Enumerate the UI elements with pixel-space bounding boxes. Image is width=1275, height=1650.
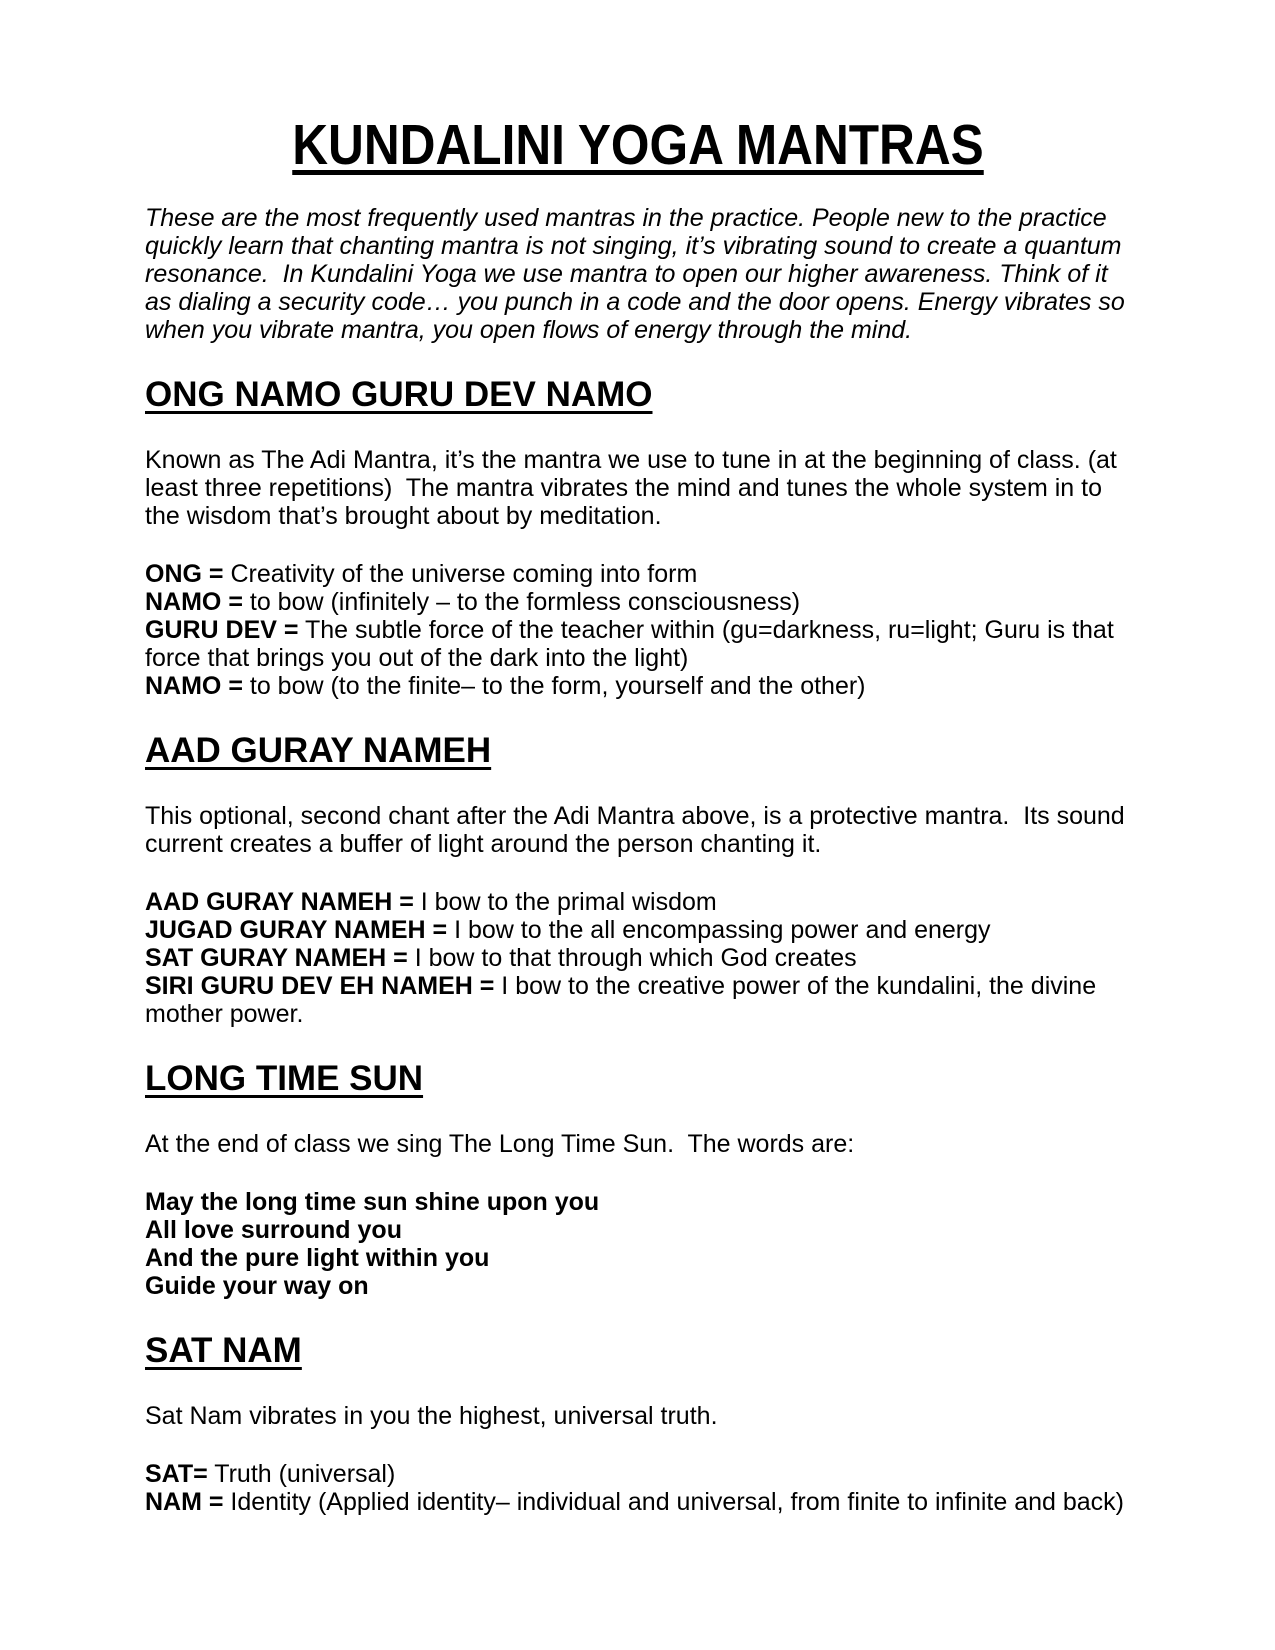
definition-line [145, 972, 1131, 1028]
section-heading-long-time-sun: LONG TIME SUN [145, 1059, 424, 1098]
section-paragraph: Sat Nam vibrates in you the highest, universal truth. [145, 1402, 718, 1430]
lyric-line [145, 1272, 1131, 1300]
section-long-time-sun [145, 1058, 1131, 1300]
definition-list [145, 1460, 1131, 1516]
definition-line [145, 616, 1131, 672]
definition-term: NAMO = [145, 672, 243, 700]
lyric-text: All love surround you [145, 1216, 402, 1244]
definition-line [145, 1488, 1131, 1516]
section-heading-ong-namo: ONG NAMO GURU DEV NAMO [145, 375, 653, 414]
definition-term: SIRI GURU DEV EH NAMEH = [145, 972, 495, 1000]
section-ong-namo-guru-dev-namo [145, 374, 1131, 700]
definition-text: I bow to the creative power of the kundalini, the divine mother power. [145, 972, 1104, 1028]
definition-term: JUGAD GURAY NAMEH = [145, 916, 448, 944]
song-lyrics [145, 1188, 1131, 1300]
lyric-line [145, 1244, 1131, 1272]
section-aad-guray-nameh [145, 730, 1131, 1028]
lyric-line [145, 1188, 1131, 1216]
section-sat-nam [145, 1330, 1131, 1516]
definition-text: to bow (infinitely – to the formless consciousness) [242, 588, 801, 616]
definition-list [145, 888, 1131, 1028]
definition-text: The subtle force of the teacher within (gu=darkness, ru=light; Guru is that force that brings you out of the dark into the light) [145, 616, 1121, 672]
definition-text: I bow to that through which God creates [407, 944, 857, 972]
definition-line [145, 560, 1131, 588]
section-paragraph: This optional, second chant after the Adi Mantra above, is a protective mantra. Its sound current creates a buffer of light around the person chanting it. [145, 802, 1132, 858]
definition-term: GURU DEV = [145, 616, 299, 644]
section-heading-sat-nam: SAT NAM [145, 1331, 302, 1370]
definition-line [145, 588, 1131, 616]
definition-list [145, 560, 1131, 700]
section-heading-aad-guray: AAD GURAY NAMEH [145, 731, 492, 770]
definition-term: SAT= [145, 1460, 208, 1488]
definition-line [145, 944, 1131, 972]
definition-term: NAMO = [145, 588, 243, 616]
definition-line [145, 888, 1131, 916]
definition-line [145, 1460, 1131, 1488]
lyric-text: May the long time sun shine upon you [145, 1188, 600, 1216]
lyric-text: And the pure light within you [145, 1244, 490, 1272]
lyric-line [145, 1216, 1131, 1244]
section-paragraph: Known as The Adi Mantra, it’s the mantra we use to tune in at the beginning of class. (at least three repetitions) The mantra vibrates the mind and tunes the whole system in to the wisdom that’s brought about by meditation. [145, 446, 1124, 530]
definition-text: Identity (Applied identity– individual and universal, from finite to infinite and back) [223, 1488, 1124, 1516]
section-paragraph: At the end of class we sing The Long Time Sun. The words are: [145, 1130, 855, 1158]
definition-text: Truth (universal) [207, 1460, 396, 1488]
definition-line [145, 916, 1131, 944]
definition-term: ONG = [145, 560, 224, 588]
definition-term: SAT GURAY NAMEH = [145, 944, 408, 972]
definition-term: NAM = [145, 1488, 224, 1516]
definition-term: AAD GURAY NAMEH = [145, 888, 414, 916]
definition-text: I bow to the all encompassing power and energy [447, 916, 991, 944]
lyric-text: Guide your way on [145, 1272, 369, 1300]
definition-text: I bow to the primal wisdom [413, 888, 717, 916]
definition-text: Creativity of the universe coming into form [223, 560, 698, 588]
page-title: KUNDALINI YOGA MANTRAS [292, 113, 984, 177]
intro-paragraph: These are the most frequently used mantras in the practice. People new to the practice quickly learn that chanting mantra is not singing, it’s vibrating sound to create a quantum resonance. In Kundalini Yoga we use mantra to open our higher awareness. Think of it as dialing a security code… you punch in a code and the door opens. Energy vibrates so when you vibrate mantra, you open flows of energy through the mind. [145, 204, 1132, 344]
definition-line [145, 672, 1131, 700]
definition-text: to bow (to the finite– to the form, yourself and the other) [242, 672, 866, 700]
